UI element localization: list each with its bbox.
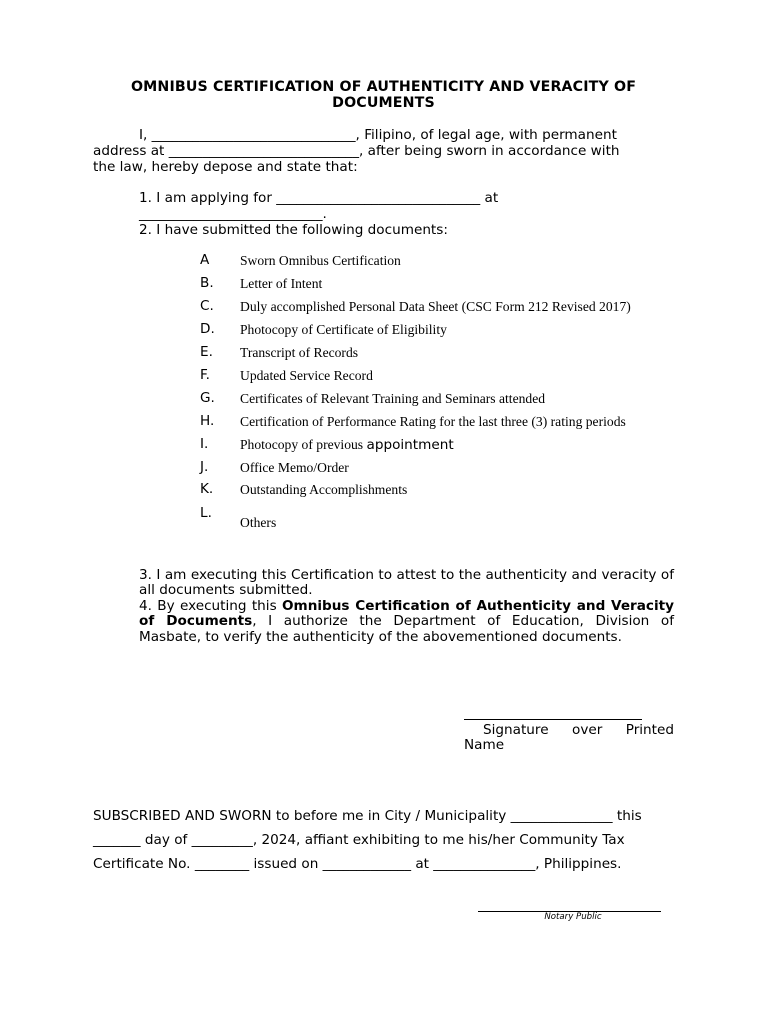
document-letter: K.: [200, 481, 214, 497]
intro-line-3: the law, hereby depose and state that:: [93, 159, 358, 175]
document-name: Photocopy of Certificate of Eligibility: [240, 322, 447, 337]
statement-item-4-emphasis: Omnibus Certification of Authenticity and Veracity of Documents: [139, 597, 674, 630]
statement-item-4-end: , I authorize the Department of Education, Division of Masbate, to verify the authenticity of the abovementioned documents.: [139, 613, 674, 645]
document-name: [240, 437, 454, 453]
statement-item-1: [139, 190, 522, 222]
document-letter: B.: [200, 275, 214, 291]
jurat-line-3: Certificate No. ________ issued on _____________ at _______________, Philippines.: [93, 856, 622, 872]
document-letter: J.: [200, 459, 209, 475]
document-name: Transcript of Records: [240, 345, 359, 360]
jurat-line-2: _______ day of _________, 2024, affiant exhibiting to me his/her Community Tax: [93, 832, 625, 848]
document-letter: G.: [200, 390, 215, 406]
statement-item-4-start: 4. By executing this: [139, 597, 282, 614]
signature-caption-word: Signature: [483, 722, 549, 738]
document-name: Sworn Omnibus Certification: [240, 253, 401, 268]
statement-item-3: 3. I am executing this Certification to attest to the authenticity and veracity of all documents submitted.: [139, 567, 674, 599]
document-name: Others: [240, 515, 277, 530]
signature-caption-line-1: [464, 723, 674, 738]
document-name: Outstanding Accomplishments: [240, 482, 408, 497]
document-name: Duly accomplished Personal Data Sheet (CSC Form 212 Revised 2017): [240, 299, 631, 314]
document-name: Letter of Intent: [240, 276, 323, 291]
signature-caption-line-2: Name: [464, 737, 505, 754]
document-letter: H.: [200, 413, 215, 429]
jurat-paragraph: [93, 804, 674, 876]
signature-caption-word: Printed: [625, 722, 674, 738]
notary-label: Notary Public: [544, 912, 602, 922]
statement-item-1-line-2: ___________________________.: [139, 206, 327, 222]
statement-item-4: [139, 599, 674, 645]
document-letter: I.: [200, 436, 209, 452]
intro-line-2: address at ____________________________, after being sworn in accordance with: [93, 143, 620, 159]
document-letter: E.: [200, 344, 213, 360]
intro-line-1: I, ______________________________, Filipino, of legal age, with permanent: [139, 127, 617, 143]
jurat-line-1: SUBSCRIBED AND SWORN to before me in City / Municipality _______________ this: [93, 808, 642, 824]
signature-caption-word: over: [572, 722, 603, 738]
document-name-end: appointment: [366, 437, 454, 453]
statement-items-3-4: [139, 568, 674, 645]
document-name: Certification of Performance Rating for the last three (3) rating periods: [240, 414, 626, 429]
document-name: Updated Service Record: [240, 368, 373, 383]
signature-line: [464, 719, 642, 720]
document-name: Office Memo/Order: [240, 460, 349, 475]
document-letter: L.: [200, 505, 212, 521]
intro-paragraph: [93, 127, 674, 175]
document-letter: F.: [200, 367, 210, 383]
signature-caption: [464, 723, 674, 754]
document-letter: C.: [200, 298, 214, 314]
document-name-start: Photocopy of previous: [240, 437, 367, 452]
document-letter: A: [200, 252, 210, 268]
document-name: Certificates of Relevant Training and Seminars attended: [240, 391, 546, 406]
document-letter: D.: [200, 321, 215, 337]
document-title: OMNIBUS CERTIFICATION OF AUTHENTICITY AND VERACITY OF DOCUMENTS: [130, 79, 637, 111]
statement-item-1-line-1: 1. I am applying for ______________________________ at: [139, 190, 499, 206]
statement-item-2: 2. I have submitted the following documents:: [139, 222, 448, 238]
